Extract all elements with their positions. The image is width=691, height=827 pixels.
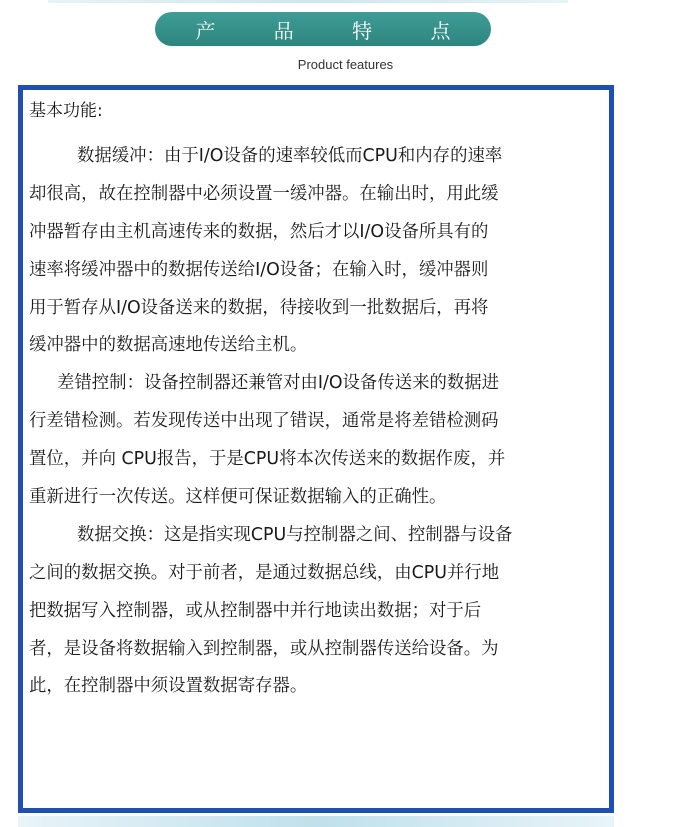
text-line: 重新进行一次传送。这样便可保证数据输入的正确性。 bbox=[29, 487, 447, 508]
top-decorative-strip bbox=[48, 0, 568, 3]
content-panel bbox=[18, 85, 614, 813]
section-subtitle: Product features bbox=[297, 57, 394, 72]
section-title-banner bbox=[155, 12, 491, 46]
text-line: 数据缓冲：由于I/O设备的速率较低而CPU和内存的速率 bbox=[77, 146, 503, 166]
content-heading: 基本功能: bbox=[29, 101, 103, 121]
text-line: 把数据写入控制器，或从控制器中并行地读出数据；对于后 bbox=[29, 600, 482, 621]
text-line: 者，是设备将数据输入到控制器，或从控制器传送给设备。为 bbox=[29, 638, 499, 659]
text-line: 此，在控制器中须设置数据寄存器。 bbox=[29, 676, 308, 697]
text-line: 冲器暂存由主机高速传来的数据，然后才以I/O设备所具有的 bbox=[29, 221, 489, 242]
text-line: 行差错检测。若发现传送中出现了错误，通常是将差错检测码 bbox=[29, 411, 499, 432]
bottom-decorative-strip bbox=[18, 816, 614, 827]
text-line: 差错控制：设备控制器还兼管对由I/O设备传送来的数据进 bbox=[57, 373, 500, 394]
text-line: 置位，并向 CPU报告，于是CPU将本次传送来的数据作废，并 bbox=[29, 449, 506, 470]
text-line: 速率将缓冲器中的数据传送给I/O设备；在输入时，缓冲器则 bbox=[29, 259, 489, 280]
text-line: 缓冲器中的数据高速地传送给主机。 bbox=[29, 335, 308, 356]
text-line: 用于暂存从I/O设备送来的数据，待接收到一批数据后，再将 bbox=[29, 297, 489, 318]
text-line: 之间的数据交换。对于前者，是通过数据总线，由CPU并行地 bbox=[29, 562, 500, 583]
text-line: 却很高，故在控制器中必须设置一缓冲器。在输出时，用此缓 bbox=[29, 183, 499, 204]
section-title: 产 品 特 点 bbox=[195, 18, 477, 43]
content-body bbox=[29, 138, 607, 706]
text-line: 数据交换：这是指实现CPU与控制器之间、控制器与设备 bbox=[77, 524, 513, 545]
